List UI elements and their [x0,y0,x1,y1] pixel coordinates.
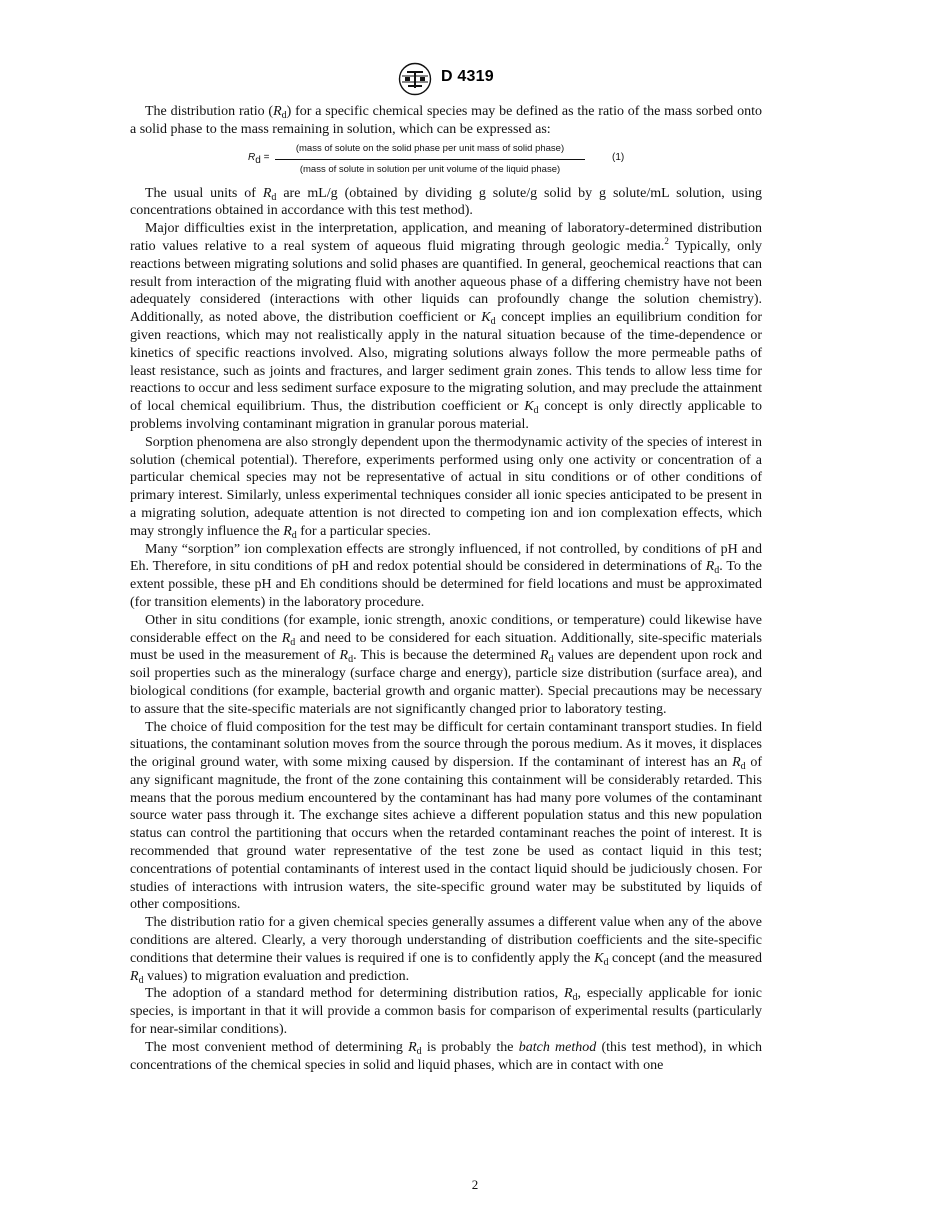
fraction-bar [275,159,585,160]
paragraph-sorption-phenomena: Sorption phenomena are also strongly dependent upon the thermodynamic activity of the species of interest in solution (chemical potential). Therefore, experiments performed using only one activity or concentration of a particular chemical species may not be representative of actual in situ conditions or of other conditions of primary interest. Similarly, unless experimental techniques consider all ionic species anticipated to be present in a migrating solution, adequate attention is not directed to competing ion and ion complexation effects, which may strongly influence the $R_d$ for a particular species. [130,434,762,541]
body-text [130,103,762,1074]
astm-logo-icon [398,62,432,96]
equation-1 [130,139,762,185]
standard-designation: D 4319 [441,68,494,85]
equation-numerator: (mass of solute on the solid phase per unit mass of solid phase) [295,142,565,154]
paragraph-standard-method: The adoption of a standard method for determining distribution ratios, $R_d$, especially applicable for ionic species, is important in that it will provide a common basis for comparison of experimental results (particularly for near-similar conditions). [130,986,762,1038]
footnote-reference: 2 [664,235,669,246]
paragraph-ph-eh-conditions: Many “sorption” ion complexation effects are strongly influenced, if not controlled, by conditions of pH and Eh. Therefore, in situ conditions of pH and redox potential should be considered in determinations of $R_d$. To the extent possible, these pH and Eh conditions should be determined for field locations and must be approximated (for transition elements) in the laboratory procedure. [130,541,762,610]
paragraph-in-situ-conditions: Other in situ conditions (for example, ionic strength, anoxic conditions, or temperature) could likewise have considerable effect on the $R_d$ and need to be considered for each situation. Additionally, site-specific materials must be used in the measurement of $R_d$. This is because the determined $R_d$ values are dependent upon rock and soil properties such as the mineralogy (surface charge and energy), particle size distribution (surface area), and biological conditions (for example, bacterial growth and organic matter). Special precautions may be necessary to assure that the site-specific materials are not significantly changed prior to laboratory testing. [130,612,763,717]
equation-number: (1) [612,151,625,163]
paragraph-major-difficulties: Major difficulties exist in the interpretation, application, and meaning of laboratory-determined distribution ratio values relative to a real system of aqueous fluid migrating through geologic media.$^2$ Typically, only reactions between migrating solutions and solid phases are quantified. In general, geochemical reactions that can result from interaction of the migrating fluid with another aqueous phase of a differing chemistry have not been adequately considered (interactions with other liquids can profoundly change the solution chemistry). Additionally, as noted above, the distribution coefficient or $K_d$ concept implies an equilibrium condition for given reactions, which may not realistically apply in the natural situation because of the time-dependence or kinetics of specific reactions involved. Also, migrating solutions always follow the more permeable paths of least resistance, such as joints and fractures, and larger sediment grain zones. This tends to allow less time for reactions to occur and less sediment surface exposure to the migrating solution, and may preclude the attainment of local chemical equilibrium. Thus, the distribution coefficient or $K_d$ concept is only directly applicable to problems involving contaminant migration in granular porous material. [130,221,763,432]
paragraph-batch-method: The most convenient method of determining $R_d$ is probably the batch method (this test method), in which concentrations of the chemical species in solid and liquid phases, which are in contact with one [130,1039,762,1073]
paragraph-fluid-composition: The choice of fluid composition for the test may be difficult for certain contaminant transport studies. In field situations, the contaminant solution moves from the source through the porous medium. As it moves, it displaces the original ground water, with some mixing caused by dispersion. If the contaminant of interest has an $R_d$ of any significant magnitude, the front of the zone containing this containment will be considerably retarded. This means that the porous medium encountered by the contaminant has had many pore volumes of the contaminant source water pass through it. The exchange sites achieve a different population status and this new population status can control the partitioning that occurs when the retarded contaminant reaches the point of interest. It is recommended that ground water representative of the test zone be used as contact liquid in this test; concentrations of potential contaminants of interest used in the contact liquid should be judiciously chosen. For studies of interactions with intrusion waters, the site-specific ground water may be substituted by liquids of other compositions. [130,719,762,913]
equation-denominator: (mass of solute in solution per unit volume of the liquid phase) [299,164,561,176]
paragraph-units: The usual units of $R_d$ are mL/g (obtained by dividing g solute/g solid by g solute/mL solution, using concentrations obtained in accordance with this test method). [130,185,762,219]
page-header [0,62,950,96]
equation-fraction [275,140,585,180]
equation-lhs: $R_d$ = [248,151,270,166]
paragraph-distribution-ratio-definition: The distribution ratio $(R_d)$ for a specific chemical species may be defined as the ratio of the mass sorbed onto a solid phase to the mass remaining in solution, which can be expressed as: [130,104,762,137]
paragraph-distribution-ratio-values: The distribution ratio for a given chemical species generally assumes a different value when any of the above conditions are altered. Clearly, a very thorough understanding of distribution coefficients and the site-specific conditions that determine their values is required if one is to confidently apply the $K_d$ concept (and the measured $R_d$ values) to migration evaluation and prediction. [130,915,762,986]
page-number: 2 [471,1177,479,1192]
